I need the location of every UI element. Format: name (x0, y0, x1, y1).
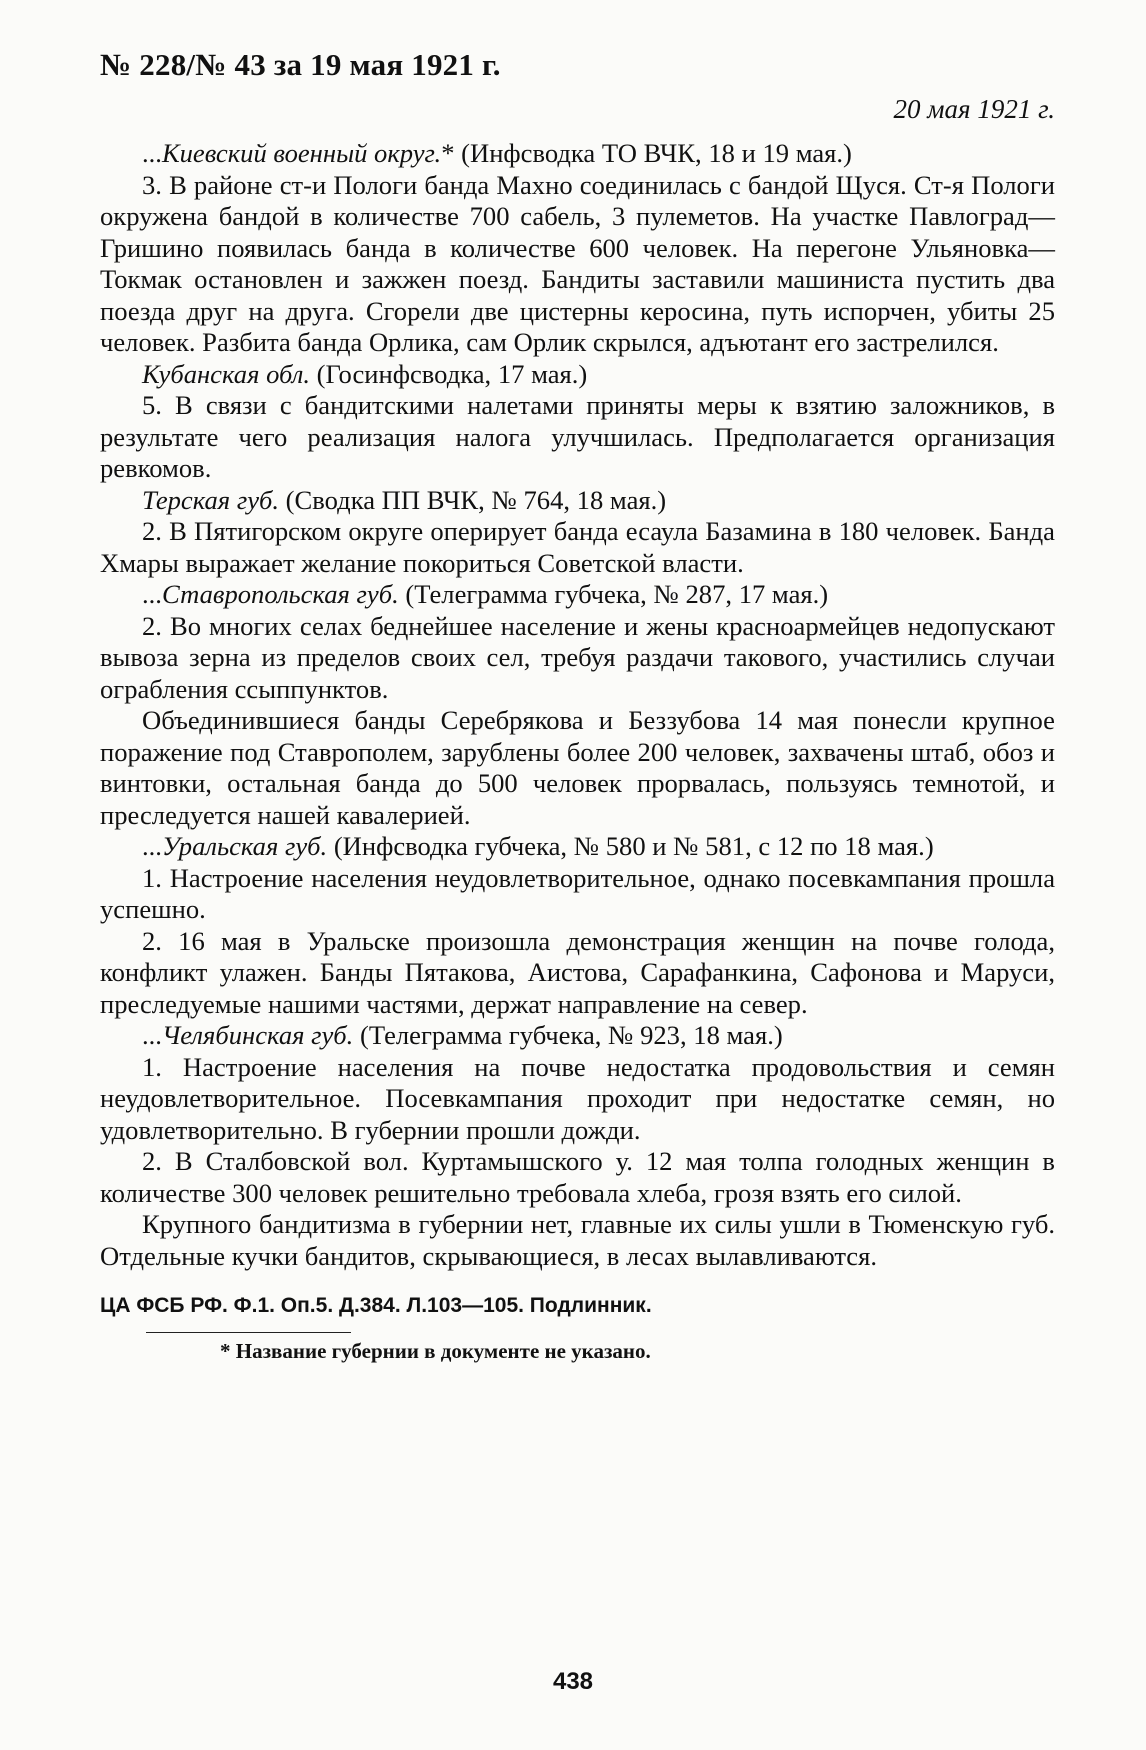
entry-region-name: Челябинская губ. (161, 1020, 354, 1050)
entry-paragraph: Объединившиеся банды Серебрякова и Беззубова 14 мая понесли крупное поражение под Ставрополем, зарублены более 200 человек, захвачены штаб, обоз и винтовки, остальная банда до 500 человек прорвалась, пользуясь темнотой, и преследуется нашей кавалерией. (100, 705, 1055, 830)
entry-region-line (100, 831, 1055, 863)
entry-paragraph: 5. В связи с бандитскими налетами приняты меры к взятию заложников, в результате чего реализация налога улучшилась. Предполагается организация ревкомов. (100, 390, 1055, 483)
document-heading: № 228/№ 43 за 19 мая 1921 г. (100, 47, 501, 82)
page-number: 438 (552, 1668, 594, 1695)
entry-source-note: * (Инфсводка ТО ВЧК, 18 и 19 мая.) (441, 138, 852, 168)
text-column (100, 46, 1055, 1365)
report-entry (100, 579, 1055, 831)
entry-paragraph: 2. 16 мая в Уральске произошла демонстрация женщин на почве голода, конфликт улажен. Банды Пятакова, Аистова, Сарафанкина, Сафонова и Маруси, преследуемые нашими частями, держат направление на север. (100, 925, 1055, 1019)
entry-region-name: Ставропольская губ. (161, 579, 399, 609)
document-date: 20 мая 1921 г. (893, 94, 1055, 124)
entry-paragraph: 3. В районе ст-и Пологи банда Махно соединилась с бандой Щуся. Ст-я Пологи окружена бандой в количестве 700 сабель, 3 пулеметов. На участке Павлоград—Гришино появилась банда в количестве 600 человек. На перегоне Ульяновка—Токмак остановлен и зажжен поезд. Бандиты заставили машиниста пустить два поезда друг на друга. Сгорели две цистерны керосина, путь испорчен, убиты 25 человек. Разбита банда Орлика, сам Орлик скрылся, адъютант его застрелился. (100, 169, 1055, 357)
footnote-divider (146, 1332, 351, 1333)
entry-region-line (100, 1020, 1055, 1052)
entry-paragraph: 2. В Сталбовской вол. Куртамышского у. 12 мая толпа голодных женщин в количестве 300 человек решительно требовала хлеба, грозя взять его силой. (100, 1146, 1055, 1208)
entry-prefix: ... (142, 831, 162, 861)
entry-region-line (100, 485, 1055, 517)
entry-source-note: (Сводка ПП ВЧК, № 764, 18 мая.) (279, 484, 667, 515)
report-entry (100, 1020, 1055, 1272)
entry-source-note: (Госинфсводка, 17 мая.) (309, 358, 588, 389)
footnote: * Название губернии в документе не указано. (220, 1339, 651, 1363)
entry-prefix: ... (142, 138, 162, 168)
report-entry (100, 831, 1055, 1020)
report-entry (100, 138, 1055, 359)
report-entry (100, 485, 1055, 580)
archive-source: ЦА ФСБ РФ. Ф.1. Оп.5. Д.384. Л.103—105. Подлинник. (100, 1294, 652, 1317)
entry-prefix: ... (142, 1020, 162, 1050)
entry-region-name: Уральская губ. (161, 831, 328, 861)
entry-paragraph: 1. Настроение населения неудовлетворительное, однако посевкампания прошла успешно. (100, 862, 1055, 924)
entry-paragraph: Крупного бандитизма в губернии нет, главные их силы ушли в Тюменскую губ. Отдельные кучки бандитов, скрывающиеся, в лесах вылавливаются. (100, 1209, 1055, 1271)
entry-source-note: (Телеграмма губчека, № 923, 18 мая.) (353, 1020, 783, 1050)
entry-region-name: Терская губ. (142, 484, 280, 515)
entry-region-name: Киевский военный округ. (161, 138, 442, 168)
entry-region-name: Кубанская обл. (142, 358, 310, 389)
entry-source-note: (Телеграмма губчека, № 287, 17 мая.) (398, 579, 829, 609)
entry-source-note: (Инфсводка губчека, № 580 и № 581, с 12 по 18 мая.) (327, 831, 934, 861)
entry-prefix: ... (142, 579, 162, 609)
entry-paragraph: 1. Настроение населения на почве недостатка продовольствия и семян неудовлетворительное. Посевкампания проходит при недостатке семян, но удовлетворительно. В губернии прошли дожди. (100, 1051, 1055, 1145)
entry-region-line (100, 359, 1055, 391)
entry-paragraph: 2. Во многих селах беднейшее население и жены красноармейцев недопускают вывоза зерна из пределов своих сел, требуя раздачи такового, участились случаи ограбления ссыппунктов. (100, 610, 1055, 704)
entry-region-line (100, 579, 1055, 611)
entry-region-line (100, 138, 1055, 170)
report-entry (100, 359, 1055, 485)
report-entries (100, 138, 1055, 1272)
entry-paragraph: 2. В Пятигорском округе оперирует банда есаула Базамина в 180 человек. Банда Хмары выражает желание покориться Советской власти. (100, 516, 1055, 578)
